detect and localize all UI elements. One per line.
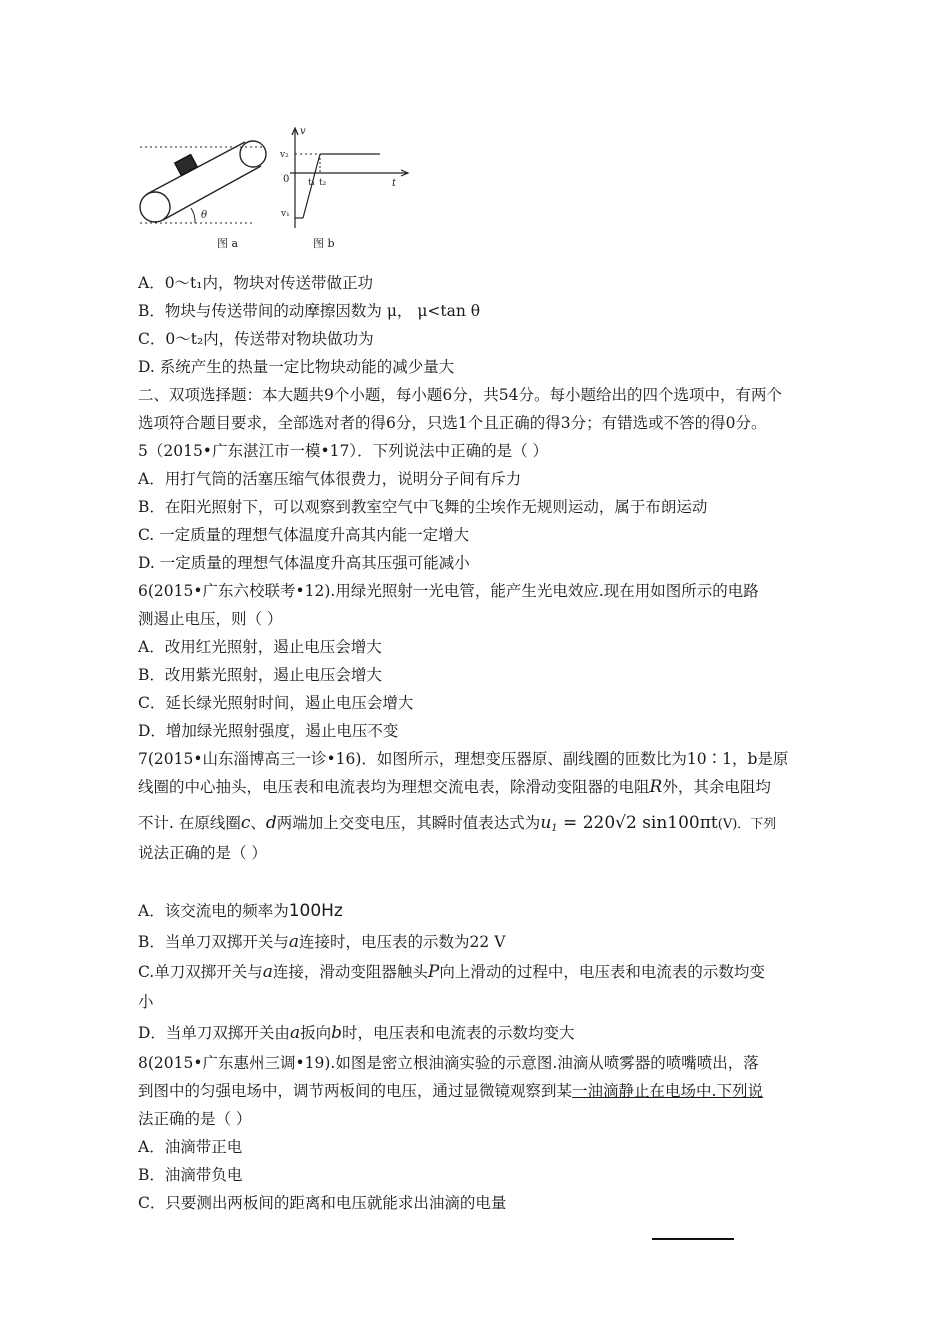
q8-stem2-text: 到图中的匀强电场中，调节两板间的电压，通过显微镜观察到某 — [138, 1082, 573, 1100]
q7-option-a — [138, 898, 820, 924]
q7-option-b-end: 连接时，电压表的示数为22 V — [299, 933, 506, 951]
q5-option-c: C. 一定质量的理想气体温度升高其内能一定增大 — [138, 526, 470, 544]
q7-option-d-mid: 扳向 — [300, 1024, 332, 1042]
q6-stem-line1: 6(2015•广东六校联考•12).用绿光照射一光电管，能产生光电效应.现在用如图所示的电路 — [138, 582, 759, 600]
q7-option-b — [138, 929, 820, 955]
q7-stem3-mid: 两端加上交变电压，其瞬时值表达式为 — [276, 814, 541, 832]
q7-option-c-line2: 小 — [138, 993, 154, 1011]
formula-u: u — [540, 813, 552, 833]
q7-option-d-text: D．当单刀双掷开关由 — [138, 1024, 290, 1042]
formula — [540, 813, 717, 833]
q7-option-c-text: C.单刀双掷开关与 — [138, 963, 263, 981]
q8-option-c: C．只要测出两板间的距离和电压就能求出油滴的电量 — [138, 1194, 507, 1212]
a-var: a — [289, 1023, 301, 1043]
q7-option-c-end: 向上滑动的过程中，电压表和电流表的示数均变 — [439, 963, 765, 981]
separator: 、 — [250, 814, 266, 832]
footer-rule — [652, 1238, 734, 1240]
caption-b: 图 b — [313, 237, 335, 250]
q8-stem-line1: 8(2015•广东惠州三调•19).如图是密立根油滴实验的示意图.油滴从喷雾器的喷嘴喷出，落 — [138, 1054, 759, 1072]
a-var: a — [288, 932, 300, 952]
theta-label: θ — [201, 210, 208, 221]
q8-stem2-underlined: 一油滴静止在电场中.下列说 — [572, 1082, 763, 1100]
q7-stem-line3 — [138, 810, 820, 842]
q4-option-c: C．0～t₂内，传送带对物块做功为 — [138, 330, 374, 348]
caption-a: 图 a — [217, 237, 239, 250]
resistor-r-var: R — [649, 777, 663, 797]
axis-v-label: v — [300, 126, 306, 137]
q5-stem: 5（2015•广东湛江市一模•17）．下列说法中正确的是（ ） — [138, 442, 548, 460]
q6-option-d: D．增加绿光照射强度，遏止电压不变 — [138, 722, 399, 740]
p-var: P — [427, 962, 440, 982]
a-var: a — [262, 962, 273, 982]
formula-subscript: 1 — [551, 823, 558, 834]
q5-option-b: B．在阳光照射下，可以观察到教室空气中飞舞的尘埃作无规则运动，属于布朗运动 — [138, 498, 708, 516]
q4-option-b: B．物块与传送带间的动摩擦因数为 μ， μ<tan θ — [138, 302, 481, 320]
q7-option-c-mid: 连接，滑动变阻器触头 — [272, 963, 428, 981]
q6-option-b: B．改用紫光照射，遏止电压会增大 — [138, 666, 382, 684]
q7-option-a-text: A．该交流电的频率为 — [138, 902, 289, 920]
conveyor-figure — [135, 120, 425, 260]
q8-stem-line3: 法正确的是（ ） — [138, 1110, 252, 1128]
q7-stem-line2-end: 外，其余电阻均 — [662, 778, 771, 796]
v1-label: v₁ — [281, 209, 290, 219]
axis-t-label: t — [392, 178, 397, 189]
origin-label: 0 — [283, 174, 290, 185]
q6-option-a: A．改用红光照射，遏止电压会增大 — [138, 638, 382, 656]
q7-option-b-text: B．当单刀双掷开关与 — [138, 933, 289, 951]
section2-line2: 选项符合题目要求，全部选对者的得6分，只选1个且正确的得3分；有错选或不答的得0分。 — [138, 414, 767, 432]
q8-option-b: B．油滴带负电 — [138, 1166, 243, 1184]
q7-option-d — [138, 1020, 820, 1046]
q7-stem3-pre: 不计. 在原线圈 — [138, 814, 241, 832]
formula-rest: = 220√2 sin100πt — [557, 813, 718, 833]
q7-stem-line2-text: 线圈的中心抽头，电压表和电流表均为理想交流电表，除滑动变阻器的电阻 — [138, 778, 650, 796]
q7-stem3-end: (V)．下列 — [717, 817, 777, 832]
q4-option-d: D. 系统产生的热量一定比物块动能的减少量大 — [138, 358, 455, 376]
q7-stem-line2 — [138, 774, 820, 800]
frequency-value: 100Hz — [288, 901, 343, 921]
q6-option-c: C．延长绿光照射时间，遏止电压会增大 — [138, 694, 414, 712]
q8-option-a: A．油滴带正电 — [138, 1138, 243, 1156]
q8-stem-line2 — [138, 1078, 820, 1104]
q5-option-d: D. 一定质量的理想气体温度升高其压强可能减小 — [138, 554, 470, 572]
q6-stem-line2: 测遏止电压，则（ ） — [138, 610, 283, 628]
q4-option-a: A．0～t₁内，物块对传送带做正功 — [138, 274, 373, 292]
q7-stem-line4: 说法正确的是（ ） — [138, 844, 267, 862]
t2-label: t₂ — [319, 178, 327, 188]
section2-line1: 二、双项选择题：本大题共9个小题，每小题6分，共54分。每小题给出的四个选项中，有两个 — [138, 386, 782, 404]
q7-stem-line1: 7(2015•山东淄博高三一诊•16)．如图所示，理想变压器原、副线圈的匝数比为10∶1，b是原 — [138, 750, 789, 768]
t1-label: t₁ — [308, 178, 316, 188]
q5-option-a: A．用打气筒的活塞压缩气体很费力，说明分子间有斥力 — [138, 470, 522, 488]
q7-option-d-end: 时，电压表和电流表的示数均变大 — [341, 1024, 575, 1042]
q7-option-c — [138, 959, 820, 985]
d-var: d — [265, 813, 277, 833]
b-var: b — [331, 1023, 342, 1043]
c-var: c — [240, 813, 251, 833]
v2-label: v₂ — [280, 150, 289, 160]
